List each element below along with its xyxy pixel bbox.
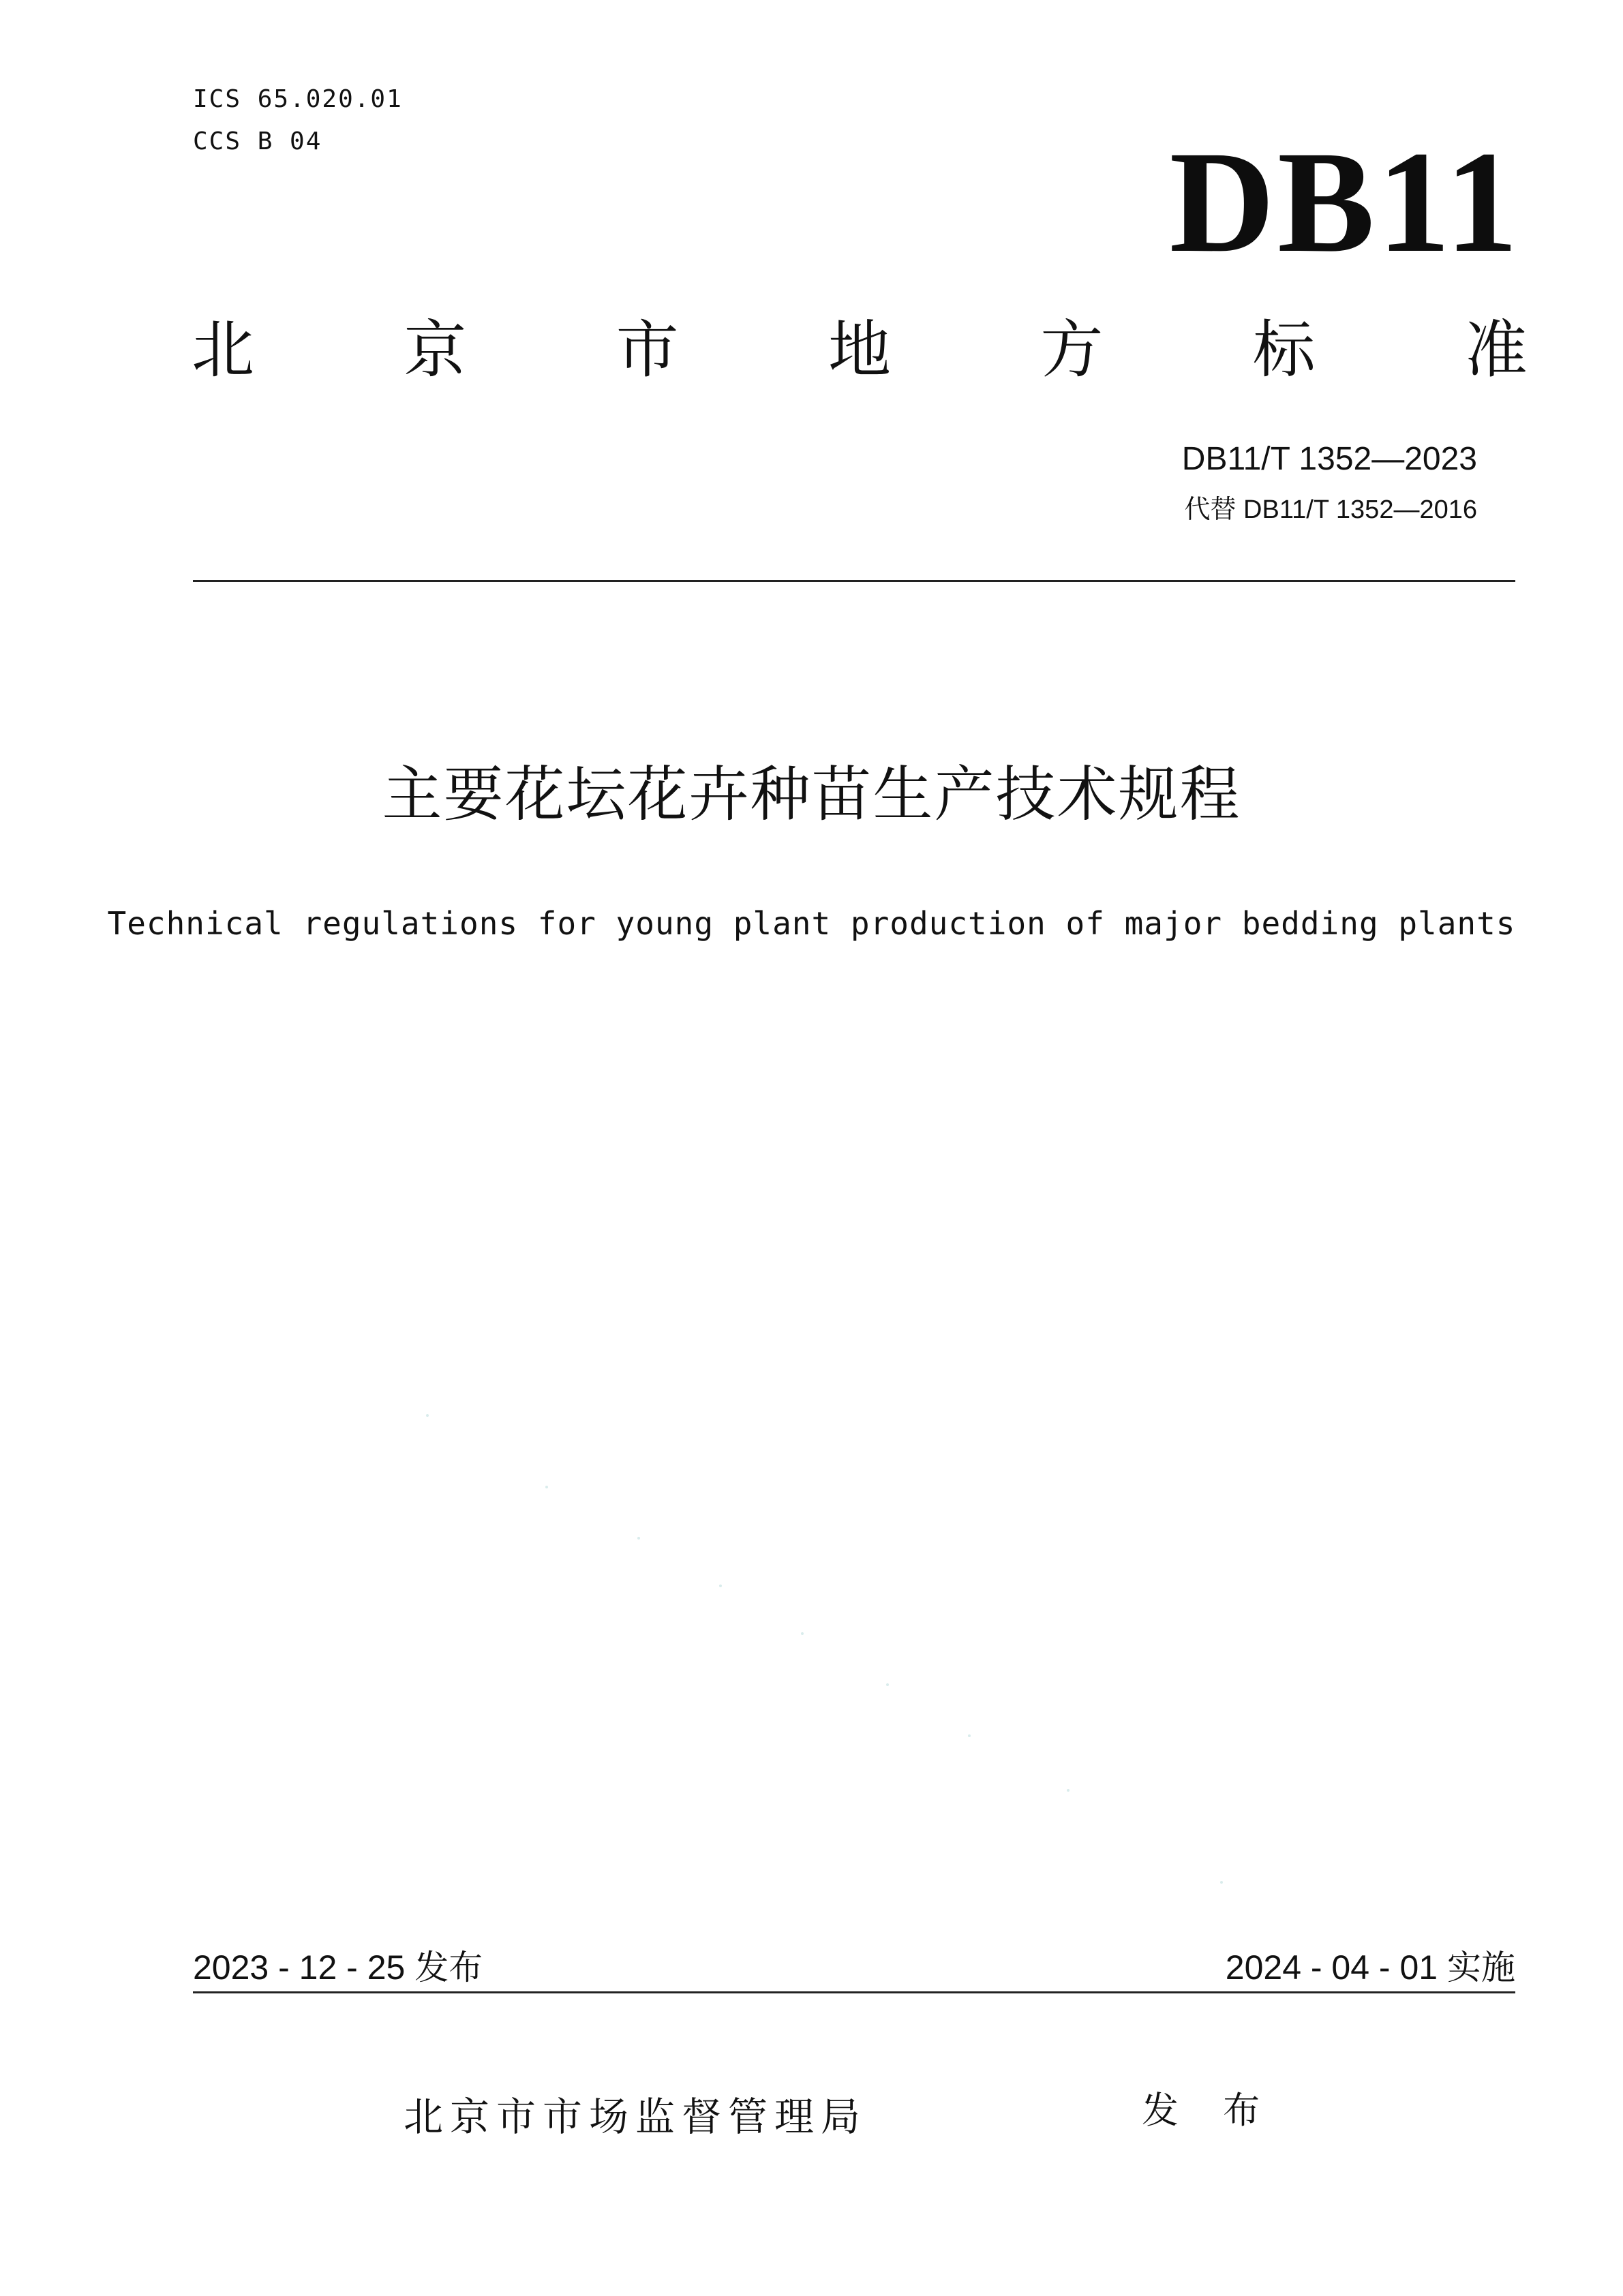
db11-logo: DB11	[1169, 121, 1521, 283]
standard-type-heading	[192, 313, 1528, 386]
top-divider	[193, 580, 1515, 582]
issuing-authority: 北京市市场监督管理局	[404, 2094, 868, 2140]
scan-speck	[968, 1734, 971, 1737]
issue-label: 发 布	[1142, 2089, 1277, 2132]
title-chinese: 主要花坛花卉种苗生产技术规程	[382, 759, 1241, 829]
bottom-divider	[193, 1991, 1515, 1993]
title-english: Technical regulations for young plant production of major bedding plants	[107, 905, 1516, 942]
standard-type-char: 方	[1040, 313, 1104, 386]
standard-type-char: 标	[1252, 313, 1316, 386]
scan-speck	[1220, 1881, 1223, 1884]
standard-type-char: 京	[404, 313, 467, 386]
scan-speck	[719, 1585, 722, 1587]
standard-type-char: 市	[616, 313, 679, 386]
standard-type-char: 地	[828, 313, 891, 386]
scan-speck	[426, 1414, 429, 1417]
scan-speck	[886, 1683, 889, 1686]
standard-type-char: 北	[192, 313, 255, 386]
standard-type-char: 准	[1464, 313, 1528, 386]
ics-code: ICS 65.020.01	[193, 85, 403, 113]
scan-speck	[545, 1486, 548, 1488]
replaced-standard: 代替 DB11/T 1352—2016	[1184, 495, 1477, 524]
scan-speck	[1067, 1789, 1070, 1792]
implementation-date: 2024 - 04 - 01 实施	[1225, 1948, 1515, 1987]
standard-code: DB11/T 1352—2023	[1181, 441, 1477, 477]
ccs-code: CCS B 04	[193, 127, 322, 155]
scan-speck	[637, 1537, 640, 1540]
publish-date: 2023 - 12 - 25 发布	[193, 1948, 483, 1987]
scan-speck	[801, 1632, 804, 1635]
